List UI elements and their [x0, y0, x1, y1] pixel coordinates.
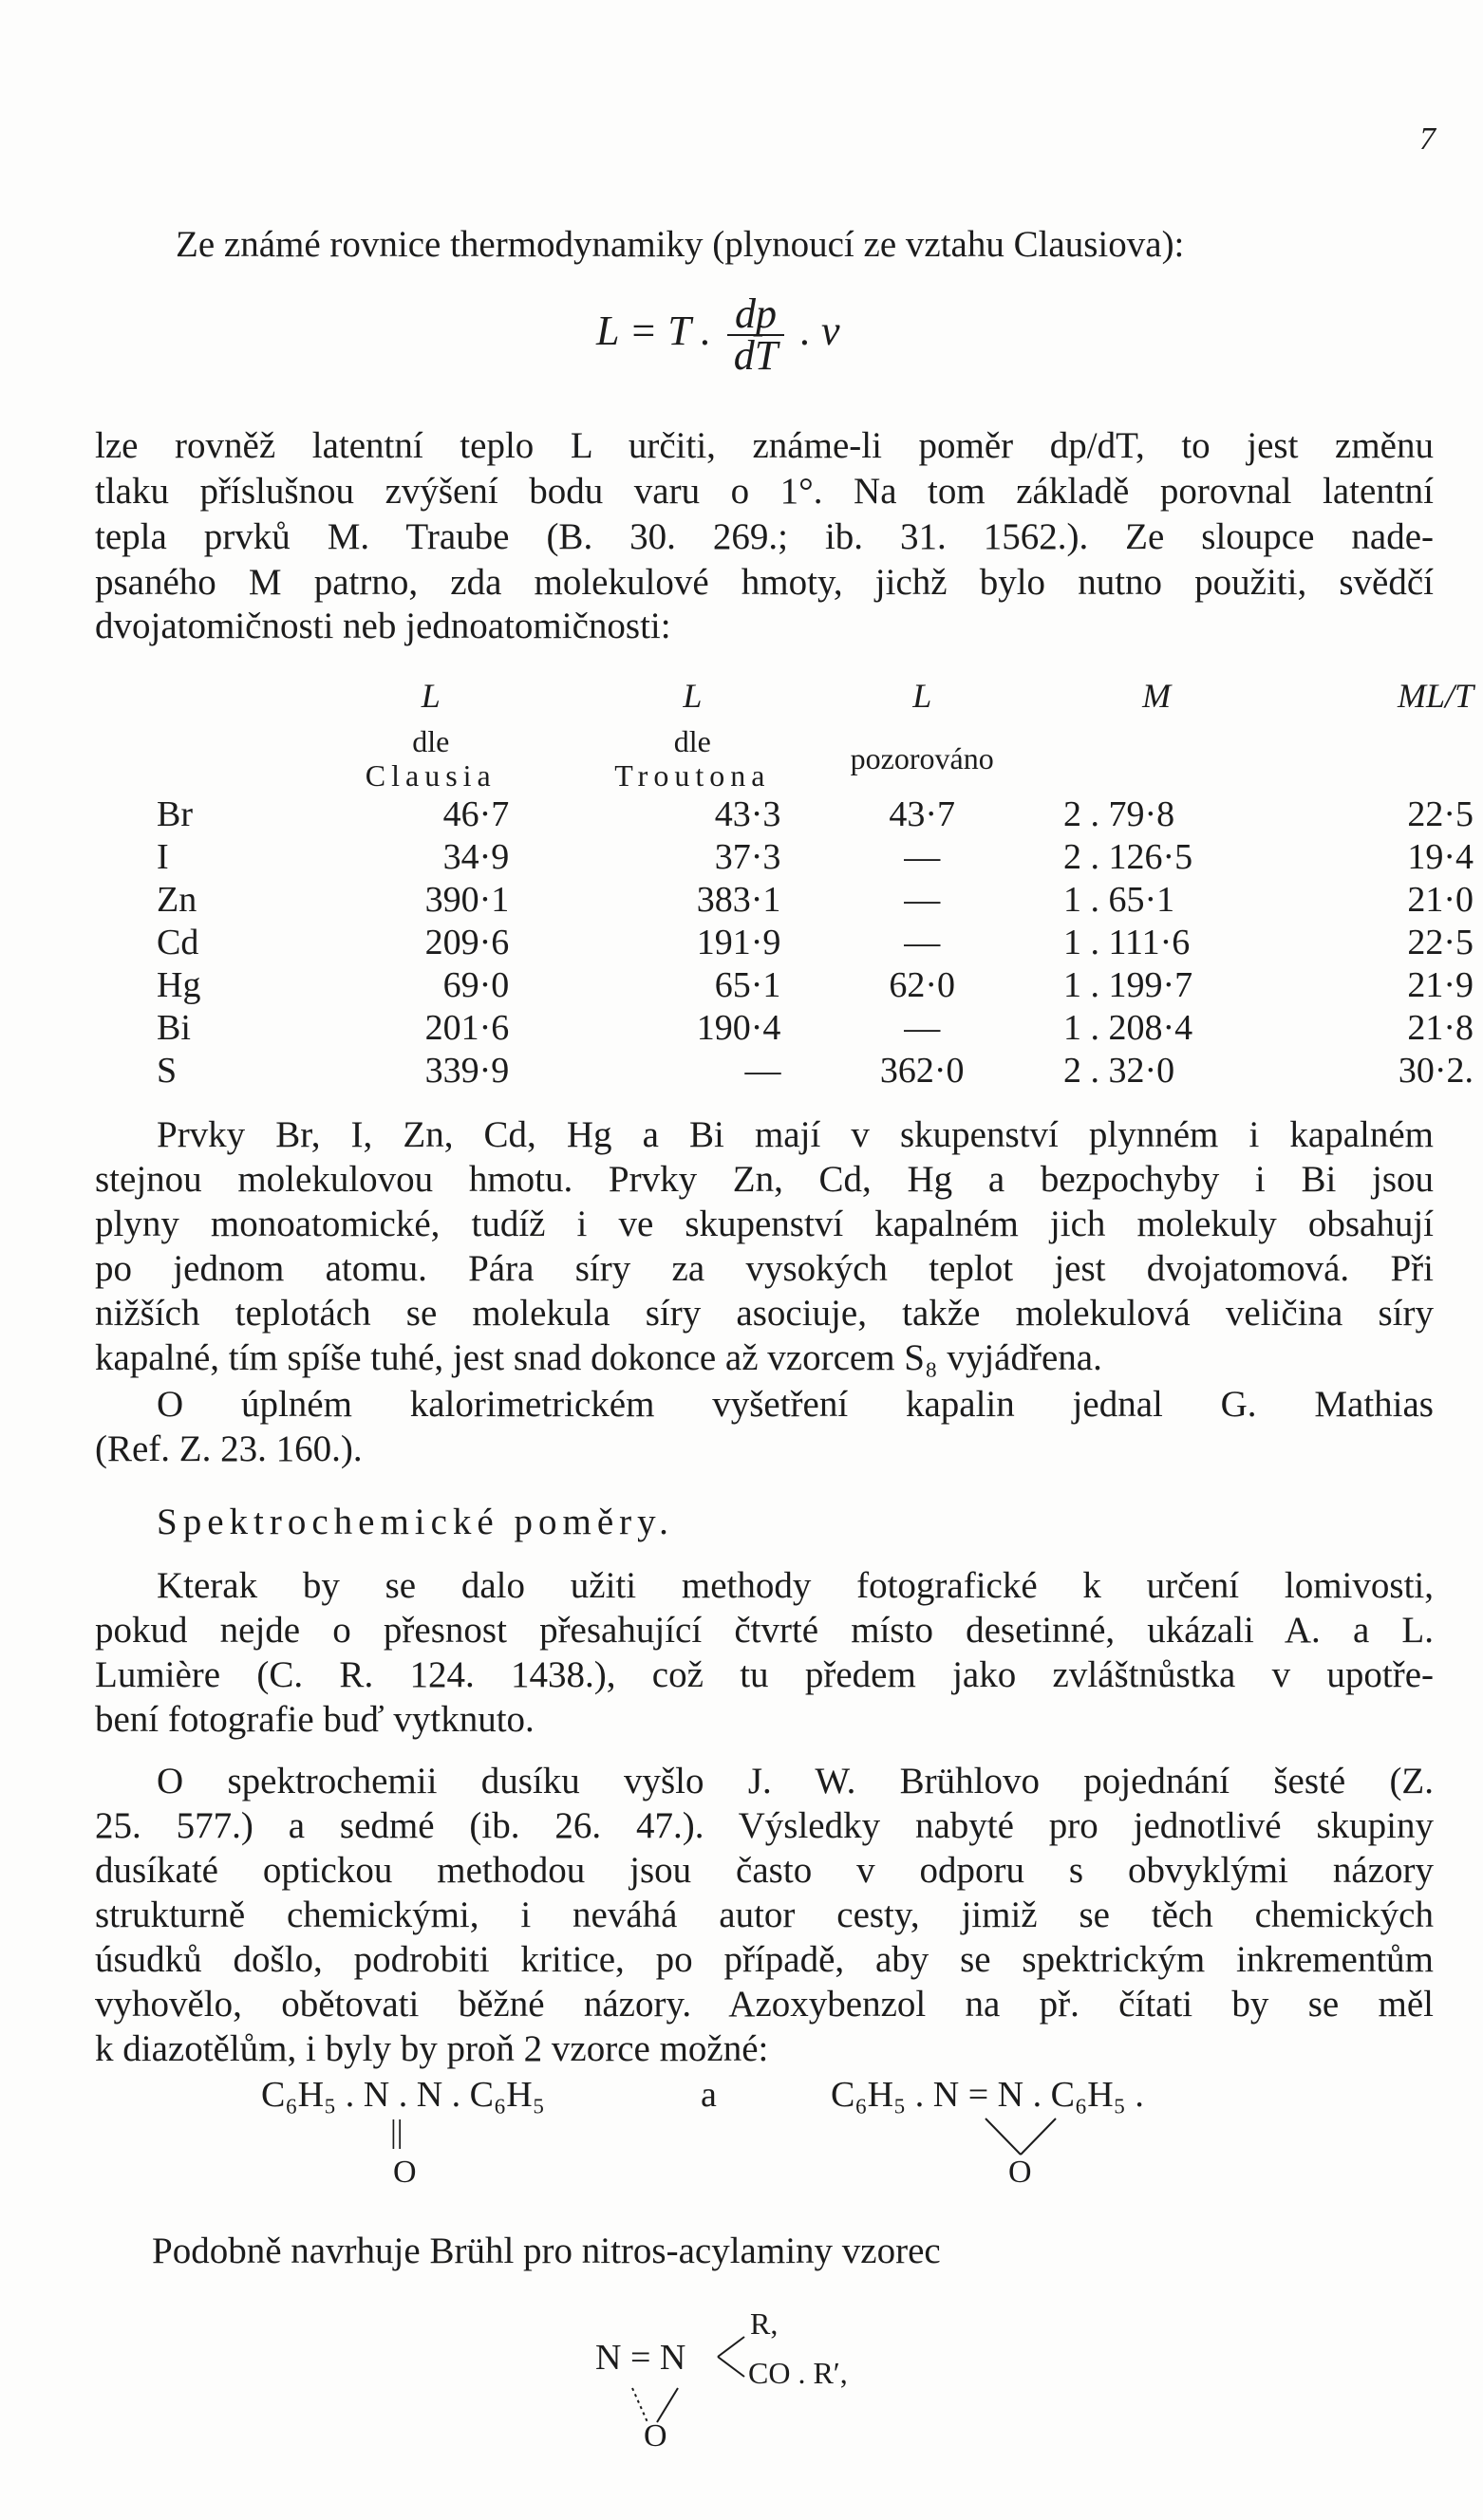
- equation-fraction: [727, 290, 784, 379]
- header-name: [818, 713, 1025, 793]
- para2-line: Prvky Br, I, Zn, Cd, Hg a Bi mají v skupenství plynném i kapalném: [157, 1114, 1434, 1155]
- para4-line: pokud nejde o přesnost přesahující čtvrté místo desetinné, ukázali A. a L.: [95, 1610, 1434, 1651]
- observed-value: —: [904, 836, 941, 877]
- header-symbol: ML/T: [1397, 677, 1474, 715]
- para5-line: 25. 577.) a sedmé (ib. 26. 47.). Výsledky nabyté pro jednotlivé skupiny: [95, 1805, 1434, 1846]
- table-row: [157, 835, 1483, 878]
- para1-line: psaného M patrno, zda molekulové hmoty, jichž bylo nutno použiti, svědčí: [95, 562, 1434, 603]
- para1-line: tepla prvků M. Traube (B. 30. 269.; ib. 31. 1562.). Ze sloupce nade-: [95, 516, 1434, 557]
- para6: Podobně navrhuje Brühl pro nitros-acylaminy vzorec: [152, 2231, 941, 2271]
- molecular-weight: 2 . 32·0: [1062, 1050, 1175, 1091]
- ml-t-ratio: 21·8: [1407, 1007, 1474, 1048]
- para1-line: dvojatomičnosti neb jednoatomičnosti:: [95, 606, 671, 646]
- trouton-value: —: [744, 1050, 781, 1091]
- molecular-weight: 1 . 199·7: [1062, 964, 1193, 1005]
- trouton-value: 191·9: [696, 922, 781, 962]
- para3-line: (Ref. Z. 23. 160.).: [95, 1428, 363, 1469]
- table-row: [157, 921, 1483, 963]
- header-pozorovano: pozorováno: [850, 741, 994, 775]
- para5-line: vyhovělo, obětovati běžné názory. Azoxybenzol na př. čítati by se měl: [95, 1984, 1434, 2025]
- header-symbol: M: [1142, 677, 1172, 715]
- header-clausia: Clausia: [365, 758, 497, 793]
- ml-t-ratio: 22·5: [1407, 793, 1474, 834]
- clausius-value: 201·6: [424, 1007, 510, 1048]
- para4-line: Kterak by se dalo užiti methody fotografické k určení lomivosti,: [157, 1565, 1434, 1606]
- table-row: [157, 878, 1483, 921]
- para5-line: dusíkaté optickou methodou jsou často v odporu s obvyklými názory: [95, 1850, 1434, 1891]
- element-symbol: I: [157, 836, 169, 877]
- molecular-weight: 1 . 208·4: [1062, 1007, 1193, 1048]
- observed-value: —: [904, 879, 941, 920]
- para4-line: Lumière (C. R. 124. 1438.), což tu předem jako zvláštnůstka v upotře-: [95, 1654, 1434, 1695]
- para4-line: bení fotografie buď vytknuto.: [95, 1699, 535, 1740]
- table-body: [157, 793, 1483, 1092]
- trouton-value: 43·3: [714, 793, 781, 834]
- ml-t-ratio: 19·4: [1407, 836, 1474, 877]
- element-symbol: Zn: [157, 879, 197, 920]
- ml-t-ratio: 30·2.: [1398, 1050, 1474, 1091]
- table-row: [157, 963, 1483, 1006]
- clausius-value: 69·0: [442, 964, 510, 1005]
- trouton-value: 383·1: [696, 879, 781, 920]
- equation-lhs: L = T .: [596, 308, 712, 355]
- table-header-symbols: [157, 660, 1483, 713]
- para5-line: úsudků došlo, podrobiti kritice, po případě, aby se spektrickým inkrementům: [95, 1939, 1434, 1980]
- trouton-value: 37·3: [714, 836, 781, 877]
- azoxy-formula-2: C₆H₅ . N = N . C₆H₅ .: [831, 2075, 1144, 2115]
- nitros-formula-left: N = N: [595, 2338, 686, 2378]
- trouton-value: 65·1: [714, 964, 781, 1005]
- azoxy-formula-1-bond: ||: [390, 2115, 404, 2150]
- table-row: [157, 793, 1483, 835]
- table-row: [157, 1049, 1483, 1092]
- para2-line: po jednom atomu. Pára síry za vysokých teplot jest dvojatomová. Při: [95, 1248, 1434, 1289]
- para5-line: k diazotělům, i byly by proň 2 vzorce možné:: [95, 2028, 769, 2069]
- azoxy-formula-2-oxygen: O: [1008, 2155, 1032, 2190]
- ml-t-ratio: 21·9: [1407, 964, 1474, 1005]
- latent-heat-table: [157, 660, 1483, 1092]
- molecular-weight: 1 . 65·1: [1062, 879, 1175, 920]
- molecular-weight: 2 . 126·5: [1062, 836, 1193, 877]
- molecular-weight: 2 . 79·8: [1062, 793, 1175, 834]
- element-symbol: S: [157, 1050, 178, 1091]
- clausius-equation: [596, 290, 840, 379]
- para2-line: nižších teplotách se molekula síry asociuje, takže molekulová veličina síry: [95, 1293, 1434, 1334]
- para3-line: O úplném kalorimetrickém vyšetření kapalin jednal G. Mathias: [157, 1384, 1434, 1425]
- nitros-formula-co: CO . R′,: [748, 2356, 848, 2390]
- clausius-value: 339·9: [424, 1050, 510, 1091]
- azoxy-formula-1: C₆H₅ . N . N . C₆H₅: [261, 2075, 545, 2115]
- para5-line: O spektrochemii dusíku vyšlo J. W. Brühlovo pojednání šesté (Z.: [157, 1761, 1434, 1801]
- equation-numerator: dp: [727, 294, 784, 336]
- element-symbol: Br: [157, 793, 193, 834]
- section-heading: Spektrochemické poměry.: [157, 1502, 674, 1542]
- para1-line: tlaku příslušnou zvýšení bodu varu o 1°. Na tom základě porovnal latentní: [95, 471, 1434, 512]
- azoxy-formula-1-oxygen: O: [393, 2155, 417, 2190]
- observed-value: —: [904, 922, 941, 962]
- clausius-value: 390·1: [424, 879, 510, 920]
- ml-t-ratio: 22·5: [1407, 922, 1474, 962]
- header-troutona: Troutona: [614, 758, 771, 793]
- para2-line: stejnou molekulovou hmotu. Prvky Zn, Cd, Hg a bezpochyby i Bi jsou: [95, 1159, 1434, 1200]
- header-name: [566, 713, 818, 793]
- page-number: 7: [1419, 121, 1436, 157]
- molecular-weight: 1 . 111·6: [1062, 922, 1191, 962]
- table-row: [157, 1006, 1483, 1049]
- header-dle: dle: [673, 724, 711, 758]
- observed-value: 62·0: [889, 964, 956, 1005]
- para5-line: strukturně chemickými, i neváhá autor cesty, jimiž se těch chemických: [95, 1895, 1434, 1935]
- observed-value: 362·0: [879, 1050, 965, 1091]
- header-name: [295, 713, 566, 793]
- element-symbol: Cd: [157, 922, 199, 962]
- intro-line: Ze známé rovnice thermodynamiky (plynoucí ze vztahu Clausiova):: [176, 224, 1185, 265]
- clausius-value: 34·9: [442, 836, 510, 877]
- para2-line: kapalné, tím spíše tuhé, jest snad dokonce až vzorcem S₈ vyjádřena.: [95, 1337, 1102, 1378]
- element-symbol: Hg: [157, 964, 201, 1005]
- observed-value: 43·7: [889, 793, 956, 834]
- header-symbol: L: [912, 677, 932, 715]
- clausius-value: 209·6: [424, 922, 510, 962]
- azoxy-ring-bonds: [978, 2117, 1063, 2159]
- nitros-formula-oxygen: O: [644, 2418, 667, 2454]
- header-dle: dle: [412, 724, 450, 758]
- equation-rhs: . v: [800, 308, 840, 355]
- element-symbol: Bi: [157, 1007, 191, 1048]
- trouton-value: 190·4: [696, 1007, 781, 1048]
- nitros-branch-bonds: [714, 2333, 748, 2380]
- header-symbol: L: [683, 677, 703, 715]
- formula-connector: a: [701, 2075, 717, 2115]
- equation-denominator: dT: [733, 332, 779, 379]
- para2-line: plyny monoatomické, tudíž i ve skupenství kapalném jich molekuly obsahují: [95, 1204, 1434, 1244]
- para1-line: lze rovněž latentní teplo L určiti, známe-li poměr dp/dT, to jest změnu: [95, 425, 1434, 466]
- observed-value: —: [904, 1007, 941, 1048]
- ml-t-ratio: 21·0: [1407, 879, 1474, 920]
- table-header-names: [157, 713, 1483, 793]
- header-symbol: L: [421, 677, 441, 715]
- clausius-value: 46·7: [442, 793, 510, 834]
- nitros-formula-r: R,: [750, 2306, 779, 2341]
